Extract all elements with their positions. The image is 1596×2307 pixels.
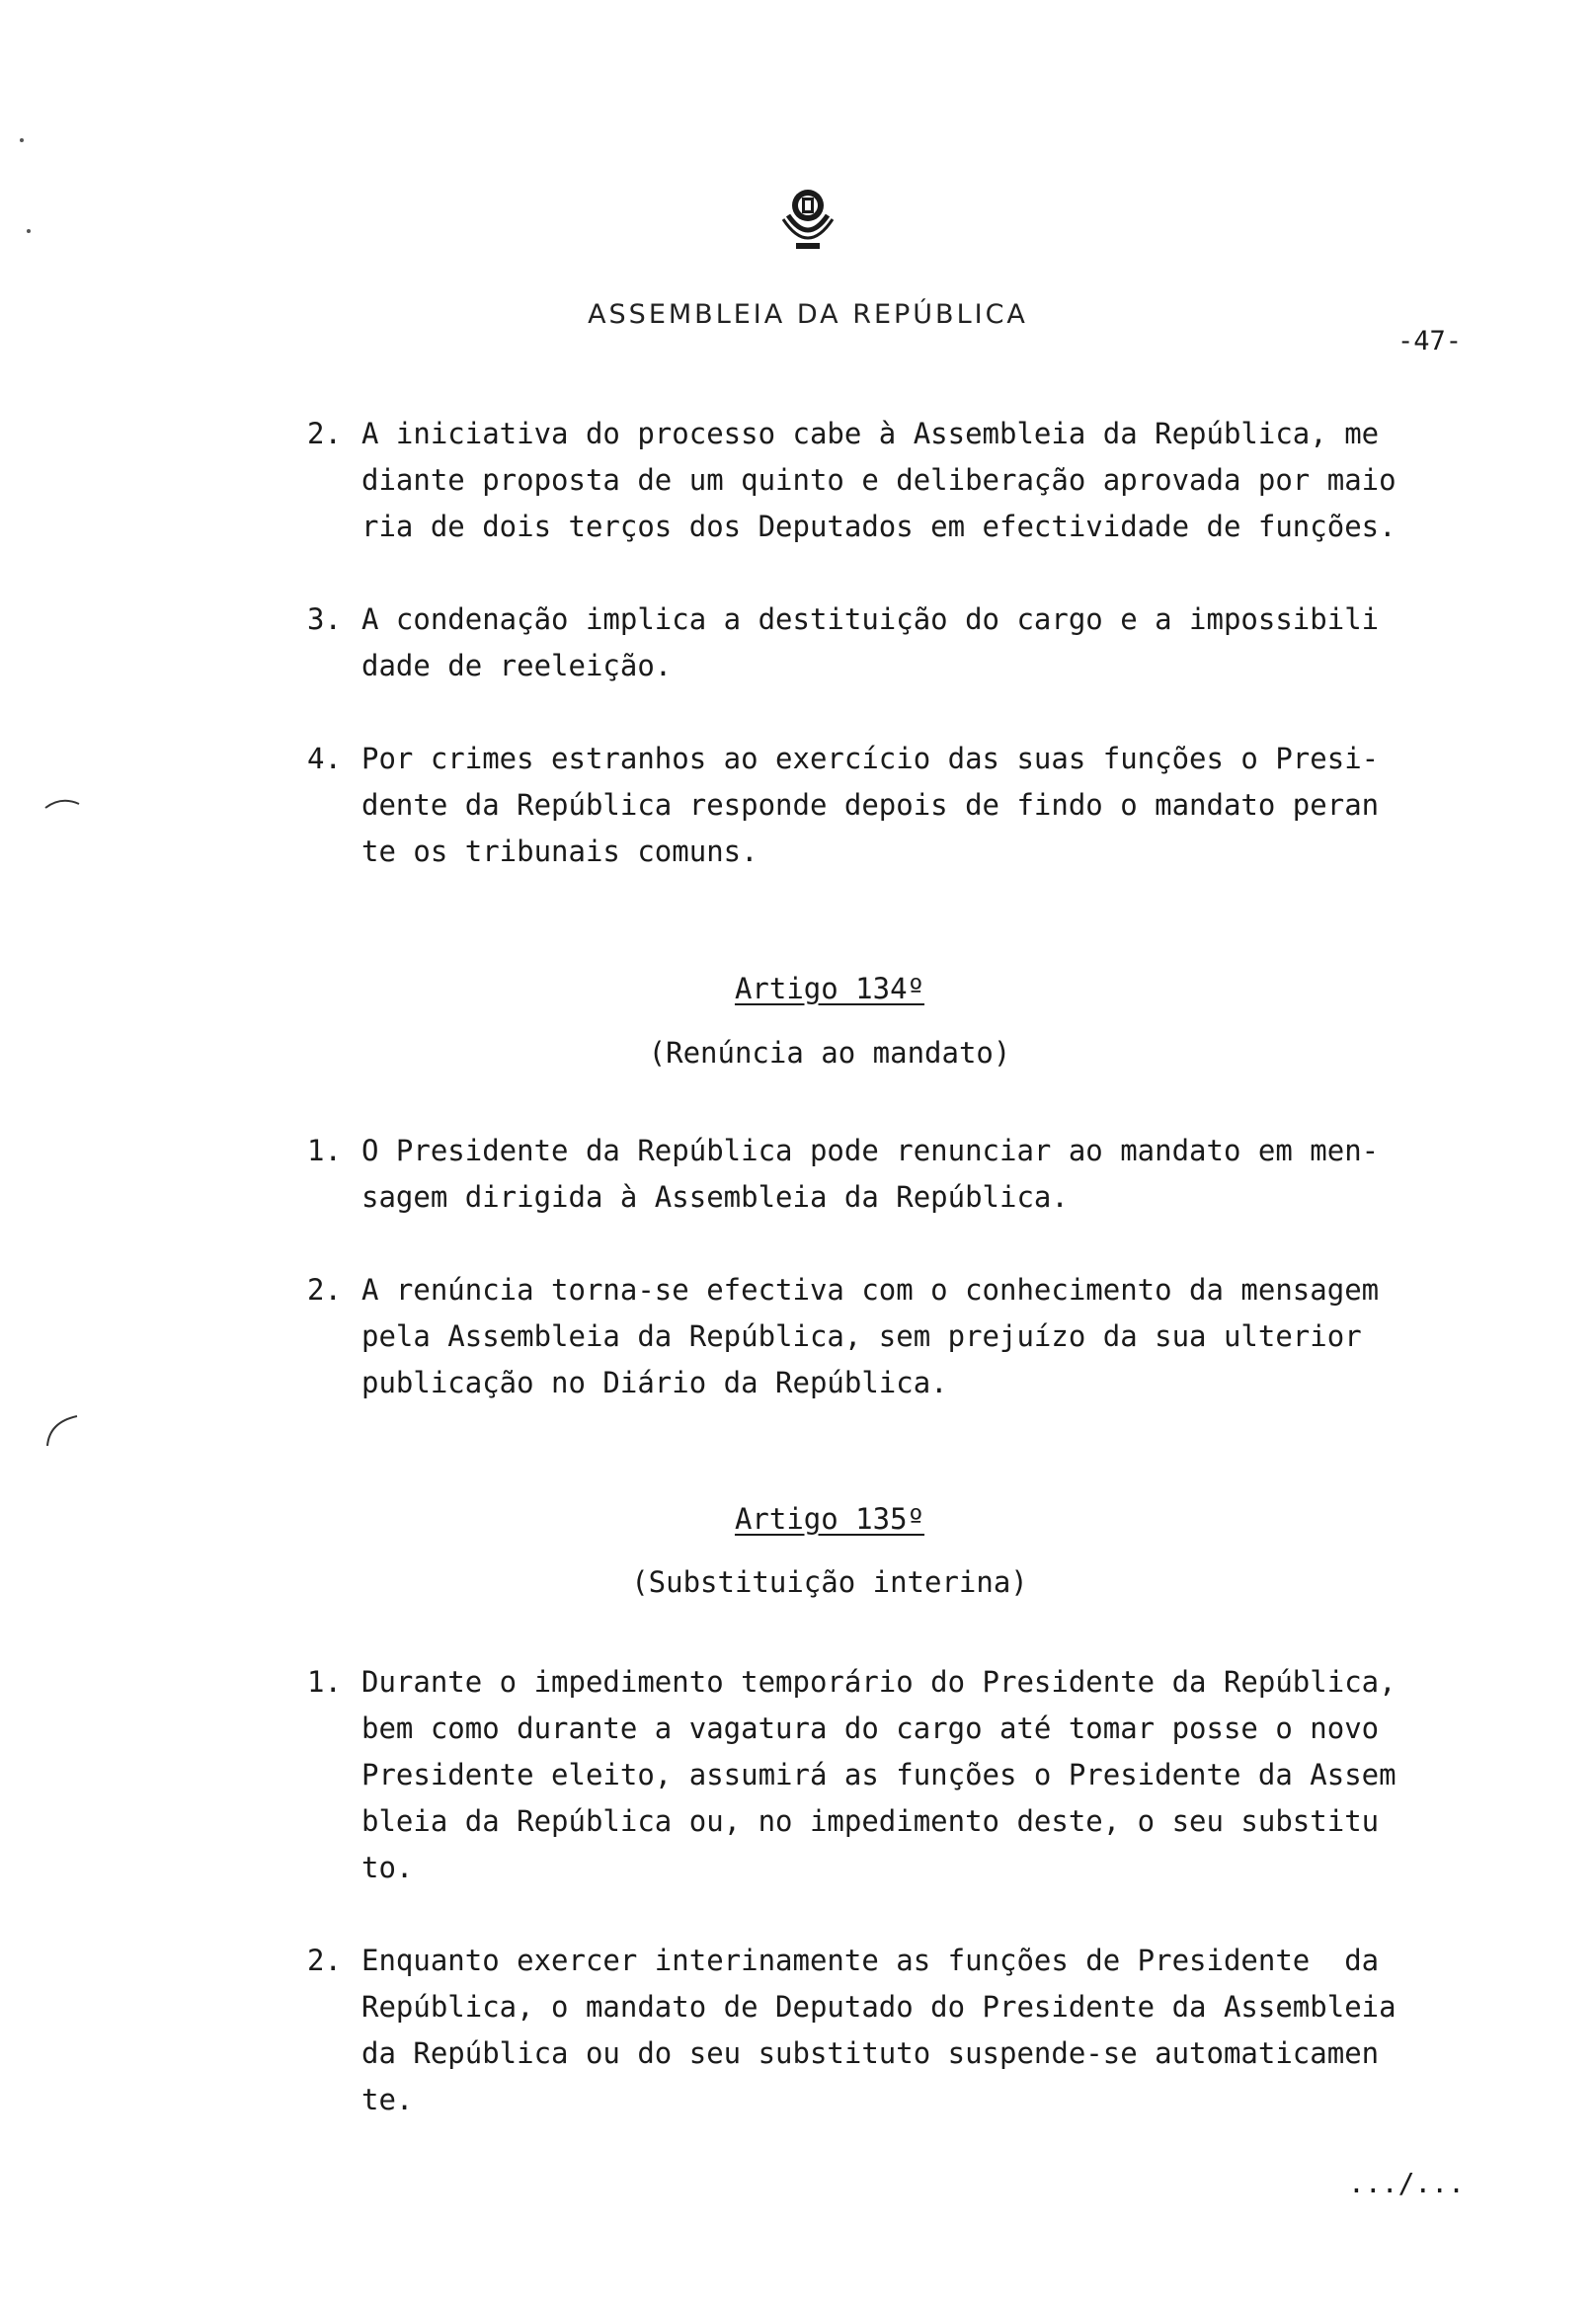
- item-line: te os tribunais comuns.: [361, 835, 758, 868]
- scan-speck: [27, 229, 31, 233]
- page-number: -47-: [1397, 326, 1463, 357]
- item-number: 2.: [307, 1944, 342, 1977]
- item-line: República, o mandato de Deputado do Presidente da Assembleia: [361, 1990, 1396, 2024]
- item-line: publicação no Diário da República.: [361, 1366, 948, 1399]
- item-number: 4.: [307, 742, 342, 775]
- item-number: 1.: [307, 1134, 342, 1167]
- item-line: bem como durante a vagatura do cargo até tomar posse o novo: [361, 1711, 1380, 1745]
- scan-mark: [43, 790, 83, 814]
- institution-name: ASSEMBLEIA DA REPÚBLICA: [588, 299, 1028, 330]
- item-line: Por crimes estranhos ao exercício das suas funções o Presi-: [361, 742, 1380, 775]
- item-line: sagem dirigida à Assembleia da República.: [361, 1180, 1069, 1214]
- item-number: 3.: [307, 602, 342, 636]
- item-line: A condenação implica a destituição do cargo e a impossibili: [361, 602, 1380, 636]
- item-line: Enquanto exercer interinamente as funções de Presidente da: [361, 1944, 1380, 1977]
- article-subtitle: (Substituição interina): [631, 1565, 1028, 1599]
- item-number: 1.: [307, 1665, 342, 1699]
- item-line: A iniciativa do processo cabe à Assembleia da República, me: [361, 417, 1380, 450]
- item-number: 2.: [307, 1273, 342, 1307]
- item-line: Durante o impedimento temporário do Presidente da República,: [361, 1665, 1396, 1699]
- item-line: ria de dois terços dos Deputados em efectividade de funções.: [361, 510, 1396, 543]
- item-line: dade de reeleição.: [361, 649, 673, 682]
- item-line: dente da República responde depois de findo o mandato peran: [361, 788, 1380, 822]
- item-line: diante proposta de um quinto e deliberação aprovada por maio: [361, 463, 1396, 497]
- item-line: to.: [361, 1851, 414, 1884]
- scan-speck: [20, 138, 24, 142]
- article-subtitle: (Renúncia ao mandato): [648, 1036, 1011, 1070]
- item-line: bleia da República ou, no impedimento deste, o seu substitu: [361, 1804, 1380, 1838]
- continued-marker: .../...: [1348, 2167, 1466, 2199]
- item-number: 2.: [307, 417, 342, 450]
- article-title: Artigo 135º: [734, 1502, 925, 1536]
- item-line: pela Assembleia da República, sem prejuízo da sua ulterior: [361, 1319, 1362, 1353]
- coat-of-arms-icon: [749, 176, 867, 284]
- item-line: Presidente eleito, assumirá as funções o Presidente da Assem: [361, 1758, 1396, 1791]
- item-line: da República ou do seu substituto suspende-se automaticamen: [361, 2036, 1380, 2070]
- item-line: O Presidente da República pode renunciar ao mandato em men-: [361, 1134, 1380, 1167]
- article-title: Artigo 134º: [734, 972, 925, 1005]
- item-line: te.: [361, 2083, 414, 2116]
- item-line: A renúncia torna-se efectiva com o conhecimento da mensagem: [361, 1273, 1380, 1307]
- scan-mark: [43, 1412, 83, 1452]
